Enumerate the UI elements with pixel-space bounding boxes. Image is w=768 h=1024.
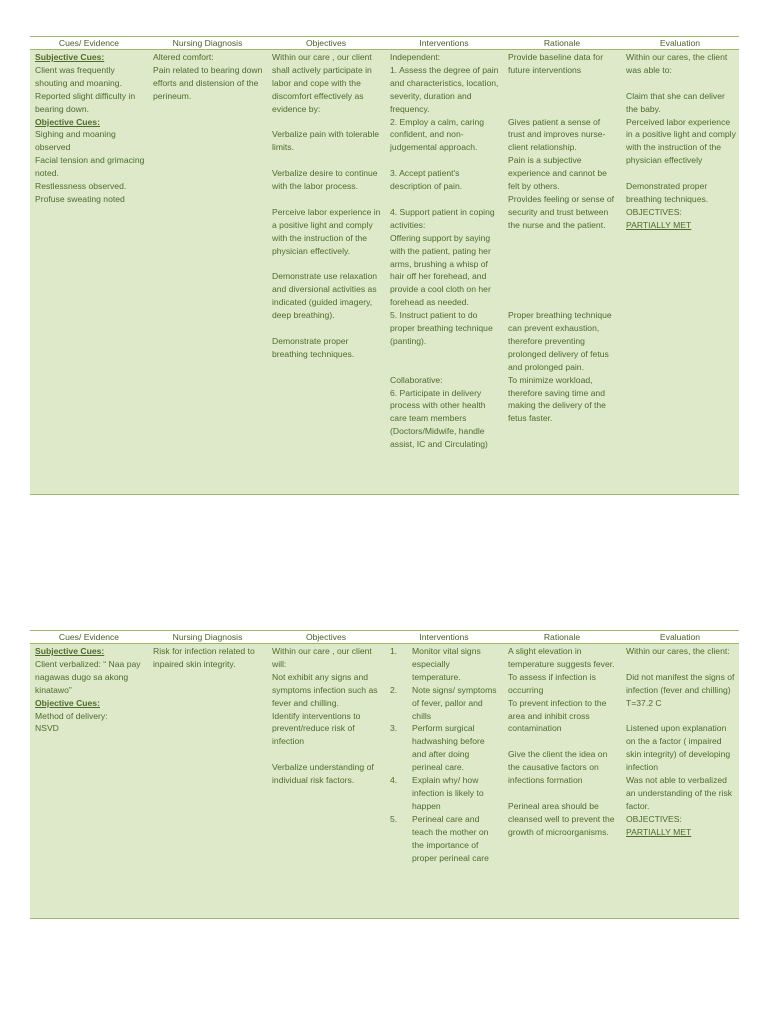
- list-item-number: 2.: [390, 684, 398, 695]
- diagnosis-text: Risk for infection related to inpaired skin integrity.: [153, 646, 255, 669]
- evaluation-objectives-status: PARTIALLY MET: [626, 219, 692, 230]
- objective-cues-label: Objective Cues:: [35, 116, 100, 127]
- subjective-cues-label: Subjective Cues:: [35, 646, 105, 656]
- interventions-cell: [385, 644, 503, 918]
- list-item-text: Perineal care and teach the mother on the importance of proper perineal care: [412, 813, 489, 863]
- header-interventions: Interventions: [385, 631, 503, 644]
- subjective-cues-text: Client verbalized: “ Naa pay nagawas dugo sa akong kinatawo”: [35, 658, 141, 695]
- interventions-text: Independent: 1. Assess the degree of pain and characteristics, location, severity, duration and frequency. 2. Employ a calm, caring confident, and non-judgemental approach. 3. Accept patient's description of pain. 4. Support patient in coping activities: Offering support by saying with the patient, pating her arms, brushing a whisp of hair off her forehead, and provide a cool cloth on her forehead as needed. 5. Instruct patient to do proper breathing technique (panting). Collaborative: 6. Participate in delivery process with other health care team members (Doctors/Midwife, handle assist, IC and Circulating): [390, 52, 499, 450]
- evaluation-objectives-label: OBJECTIVES:: [626, 206, 682, 217]
- objectives-text: Within our care , our client will: Not exhibit any signs and symptoms infection such as fever and chilling. Identify interventions to prevent/reduce risk of infection Verbalize understanding of individual risk factors.: [272, 646, 378, 786]
- list-item-text: Explain why/ how infection is likely to happen: [412, 775, 484, 811]
- list-item-text: Perform surgical hadwashing before and after doing perineal care.: [412, 723, 485, 773]
- list-item: [390, 774, 500, 813]
- list-item: [390, 684, 500, 723]
- header-rationale: Rationale: [503, 631, 621, 644]
- cues-cell: [30, 644, 148, 918]
- list-item: [390, 722, 500, 774]
- diagnosis-text: Altered comfort: Pain related to bearing down efforts and distension of the perineum.: [153, 52, 263, 101]
- header-cues: Cues/ Evidence: [30, 631, 148, 644]
- subjective-cues-label: Subjective Cues:: [35, 52, 105, 62]
- header-cues: Cues/ Evidence: [30, 37, 148, 50]
- list-item-text: Monitor vital signs especially temperature.: [412, 646, 481, 682]
- list-item: [390, 645, 500, 684]
- list-item: [390, 813, 500, 865]
- rationale-cell: [503, 50, 621, 494]
- header-interventions: Interventions: [385, 37, 503, 50]
- evaluation-text: Within our cares, the client: Did not manifest the signs of infection (fever and chilling) T=37.2 C Listened upon explanation on the a factor ( impaired skin integrity) of developing infection Was not able to verbalized an understanding of the risk factor.: [626, 646, 735, 811]
- diagnosis-cell: [148, 50, 267, 494]
- list-item-number: 4.: [390, 775, 398, 786]
- evaluation-objectives-label: OBJECTIVES:: [626, 813, 682, 824]
- rationale-cell: [503, 644, 621, 918]
- header-objectives: Objectives: [267, 631, 385, 644]
- header-diagnosis: Nursing Diagnosis: [148, 37, 267, 50]
- list-item-number: 1.: [390, 646, 398, 656]
- nursing-care-plan-table-infection: [30, 630, 739, 919]
- header-objectives: Objectives: [267, 37, 385, 50]
- list-item-number: 3.: [390, 723, 398, 734]
- header-evaluation: Evaluation: [621, 37, 739, 50]
- objective-cues-text: Method of delivery: NSVD: [35, 710, 108, 734]
- cues-cell: [30, 50, 148, 494]
- evaluation-cell: [621, 644, 739, 918]
- nursing-care-plan-table-pain: [30, 36, 739, 495]
- interventions-list: [390, 645, 500, 864]
- objective-cues-label: Objective Cues:: [35, 697, 100, 708]
- subjective-cues-text: Client was frequently shouting and moaning. Reported slight difficulty in bearing down.: [35, 64, 136, 114]
- interventions-cell: [385, 50, 503, 494]
- objectives-text: Within our care , our client shall actively participate in labor and cope with the discomfort effectively as evidence by: Verbalize pain with tolerable limits. Verbalize desire to continue with the labor process. Perceive labor experience in a positive light and comply with the instruction of the physician effectively. Demonstrate use relaxation and diversional activities as indicated (guided imagery, deep breathing). Demonstrate proper breathing techniques.: [272, 52, 381, 359]
- header-diagnosis: Nursing Diagnosis: [148, 631, 267, 644]
- objectives-cell: [267, 50, 385, 494]
- evaluation-cell: [621, 50, 739, 494]
- rationale-text: Provide baseline data for future interventions Gives patient a sense of trust and improves nurse-client relationship. Pain is a subjective experience and cannot be felt by others. Provides feeling or sense of security and trust between the nurse and the patient. Proper breathing technique can prevent exhaustion, therefore preventing prolonged delivery of fetus and prolonged pain. To minimize workload, therefore saving time and making the delivery of the fetus faster.: [508, 52, 615, 424]
- objectives-cell: [267, 644, 385, 918]
- header-rationale: Rationale: [503, 37, 621, 50]
- objective-cues-text: Sighing and moaning observed Facial tension and grimacing noted. Restlessness observed. Profuse sweating noted: [35, 129, 145, 204]
- diagnosis-cell: [148, 644, 267, 918]
- rationale-text: A slight elevation in temperature suggests fever. To assess if infection is occurring To prevent infection to the area and inhibit cross contamination Give the client the idea on the causative factors on infections formation Perineal area should be cleansed well to prevent the growth of microorganisms.: [508, 646, 615, 837]
- list-item-text: Note signs/ symptoms of fever, pallor and chills: [412, 684, 497, 721]
- header-evaluation: Evaluation: [621, 631, 739, 644]
- evaluation-objectives-status: PARTIALLY MET: [626, 826, 692, 837]
- evaluation-text: Within our cares, the client was able to: Claim that she can deliver the baby. Perceived labor experience in a positive light and comply with the instruction of the physician effectively Demonstrated proper breathing techniques.: [626, 52, 736, 204]
- list-item-number: 5.: [390, 813, 398, 824]
